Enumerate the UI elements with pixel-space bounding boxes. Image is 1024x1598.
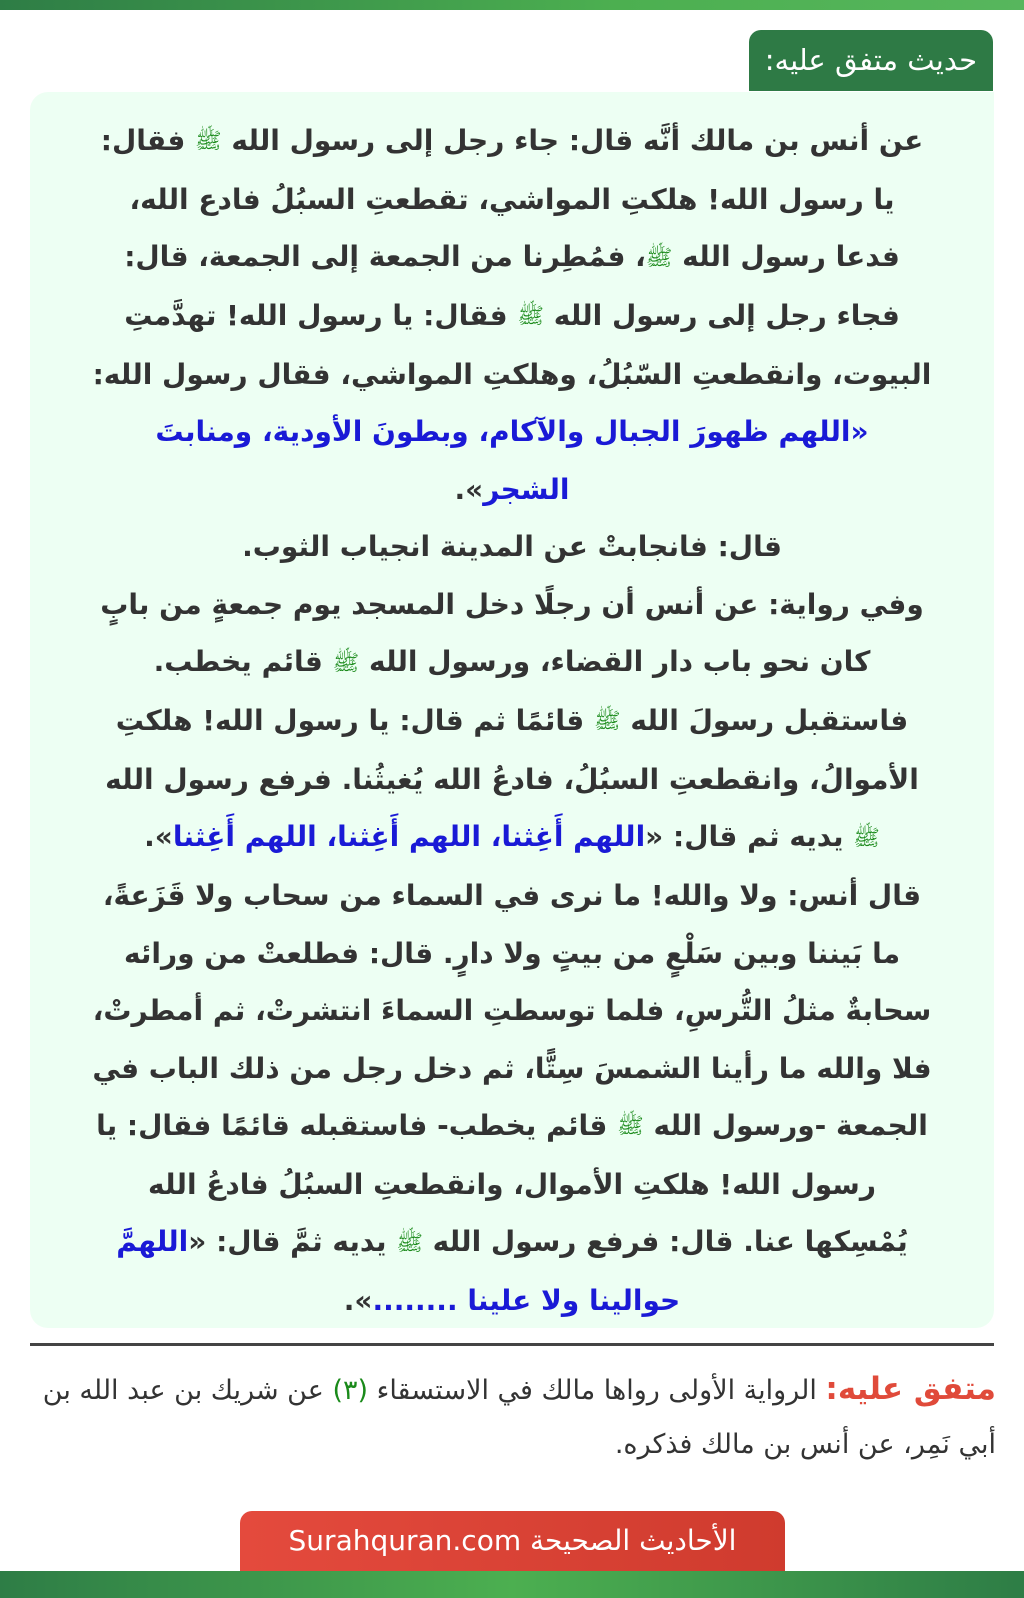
citation-ref-number: (٣) — [332, 1375, 369, 1406]
narration-text: ». — [144, 820, 173, 854]
hadith-line — [50, 1272, 974, 1330]
citation-label: متفق عليه: — [825, 1371, 996, 1407]
narration-text: عن أنس بن مالك أنَّه قال: جاء رجل إلى رسول الله — [221, 124, 924, 157]
narration-text: فدعا رسول الله — [672, 240, 900, 274]
narration-text: الأموالُ، وانقطعتِ السبُلُ، فادعُ الله يُغيثُنا. فرفع رسول الله — [105, 762, 919, 796]
pbuh-icon: ﷺ — [195, 129, 222, 155]
narration-text: ». — [343, 1284, 373, 1317]
hadith-line — [50, 518, 974, 576]
hadith-line — [50, 982, 974, 1040]
hadith-line — [50, 576, 974, 634]
pbuh-icon: ﷺ — [617, 1114, 644, 1140]
narration-text: رسول الله! هلكتِ الأموال، وانقطعتِ السبُلُ فادعُ الله — [148, 1167, 876, 1201]
narration-text: فقال: — [100, 124, 196, 157]
narration-text: يديه ثم قال: « — [645, 820, 854, 854]
top-decorative-bar — [0, 0, 1024, 10]
narration-text: ، فمُطِرنا من الجمعة إلى الجمعة، قال: — [124, 240, 646, 274]
supplication-text: اللهمَّ — [116, 1225, 189, 1259]
hadith-line — [50, 461, 974, 519]
separator-line — [30, 1343, 994, 1346]
supplication-text: «اللهم ظهورَ الجبال والآكام، وبطونَ الأودية، ومنابتَ — [155, 415, 869, 449]
narration-text: البيوت، وانقطعتِ السّبُلُ، وهلكتِ المواشي، فقال رسول الله: — [92, 357, 932, 391]
supplication-text: حوالينا ولا علينا ........ — [372, 1284, 681, 1317]
hadith-line — [50, 633, 974, 692]
pbuh-icon: ﷺ — [594, 709, 621, 735]
narration-text: كان نحو باب دار القضاء، ورسول الله — [359, 645, 871, 679]
narration-text: يديه ثمَّ قال: « — [188, 1225, 397, 1259]
hadith-line — [50, 1097, 974, 1156]
narration-text: قال: فانجابتْ عن المدينة انجياب الثوب. — [242, 530, 782, 564]
narration-text: قال أنس: ولا والله! ما نرى في السماء من سحاب ولا قَزَعةً، — [102, 879, 922, 912]
bottom-decorative-bar — [0, 1571, 1024, 1598]
pbuh-icon: ﷺ — [396, 1230, 423, 1256]
pbuh-icon: ﷺ — [853, 825, 880, 851]
citation — [28, 1362, 996, 1472]
hadith-line — [50, 925, 974, 983]
narration-text: يُمْسِكها عنا. قال: فرفع رسول الله — [422, 1225, 908, 1259]
hadith-line — [50, 403, 974, 461]
narration-text: فلا والله ما رأينا الشمسَ سِتًّا، ثم دخل رجل من ذلك الباب في — [92, 1051, 932, 1085]
citation-text-before: الرواية الأولى رواها مالك في الاستسقاء — [368, 1375, 826, 1406]
hadith-line — [50, 808, 974, 867]
narration-text: قائمًا ثم قال: يا رسول الله! هلكتِ — [115, 704, 595, 737]
hadith-line — [50, 751, 974, 809]
narration-text: يا رسول الله! هلكتِ المواشي، تقطعتِ السبُلُ فادع الله، — [129, 182, 895, 216]
supplication-text: اللهم أَغِثنا، اللهم أَغِثنا، اللهم أَغِثنا — [172, 820, 646, 854]
narration-text: فاستقبل رسولَ الله — [620, 704, 909, 737]
narration-text: الجمعة -ورسول الله — [643, 1109, 928, 1142]
narration-text: ما بَيننا وبين سَلْعٍ من بيتٍ ولا دارٍ. قال: فطلعتْ من ورائه — [123, 936, 901, 970]
pbuh-icon: ﷺ — [517, 304, 544, 330]
narration-text: فقال: يا رسول الله! تهدَّمتِ — [124, 299, 518, 332]
supplication-text: الشجر — [483, 472, 570, 506]
hadith-line — [50, 171, 974, 229]
hadith-line — [50, 287, 974, 346]
hadith-line — [50, 346, 974, 404]
narration-text: سحابةٌ مثلُ التُّرسِ، فلما توسطتِ السماءَ انتشرتْ، ثم أمطرتْ، — [92, 994, 932, 1027]
narration-text: وفي رواية: عن أنس أن رجلًا دخل المسجد يوم جمعةٍ من بابٍ — [100, 587, 924, 621]
hadith-line — [50, 1040, 974, 1098]
narration-text: فجاء رجل إلى رسول الله — [543, 299, 900, 332]
narration-text: قائم يخطب- فاستقبله قائمًا فقال: يا — [96, 1109, 618, 1142]
hadith-line — [50, 1156, 974, 1214]
citation-text-after: عن شريك بن عبد الله بن أبي نَمِر، عن أنس بن مالك فذكره. — [42, 1375, 996, 1460]
pbuh-icon: ﷺ — [645, 245, 673, 271]
site-badge[interactable]: الأحاديث الصحيحة Surahquran.com — [240, 1511, 785, 1571]
hadith-text — [50, 112, 974, 1330]
pbuh-icon: ﷺ — [332, 650, 360, 676]
hadith-line — [50, 692, 974, 751]
narration-text: قائم يخطب. — [153, 645, 333, 679]
hadith-content-box — [30, 92, 994, 1328]
hadith-line — [50, 112, 974, 171]
hadith-line — [50, 867, 974, 925]
section-title: حديث متفق عليه: — [749, 30, 993, 91]
narration-text: ». — [454, 472, 484, 506]
hadith-line — [50, 1213, 974, 1272]
hadith-line — [50, 228, 974, 287]
